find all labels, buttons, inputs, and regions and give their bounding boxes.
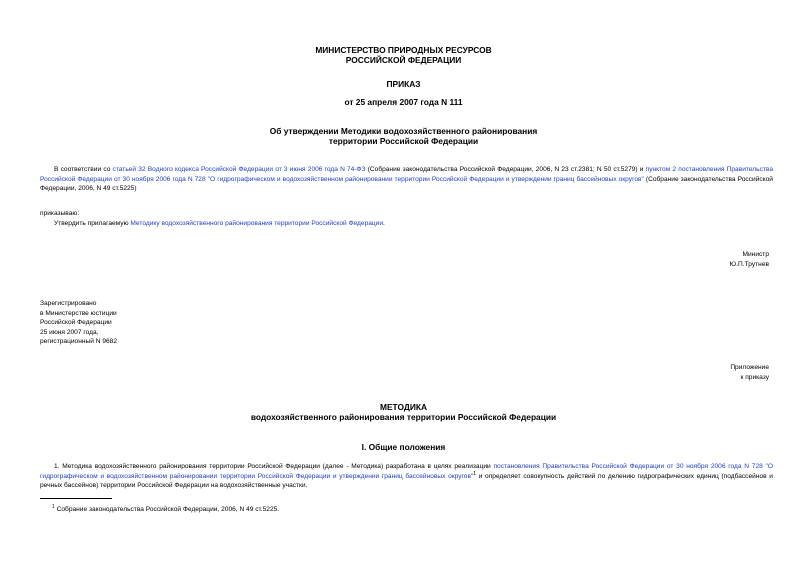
para1-text-b: и определяет совокупность действий по делению гидрографических единиц (подбассейнов и речных бассейнов) территории Российской Федерации на водохозяйственные участки. <box>40 472 773 490</box>
ministry-line-1: МИНИСТЕРСТВО ПРИРОДНЫХ РЕСУРСОВ <box>315 45 492 55</box>
order-word: приказываю: <box>40 210 80 217</box>
methodology-subtitle: водохозяйственного районирования территории Российской Федерации <box>250 412 557 423</box>
signature-position: Министр <box>742 251 769 258</box>
registration-line-5: регистрационный N 9682 <box>40 338 118 346</box>
footnote-marker: 1 <box>52 503 55 510</box>
ministry-line-2: РОССИЙСКОЙ ФЕДЕРАЦИИ <box>345 55 462 66</box>
doc-title-line-2: территории Российской Федерации <box>328 136 479 147</box>
para1-footnote-ref[interactable]: 1 <box>473 470 477 477</box>
doc-date-number: от 25 апреля 2007 года N 111 <box>344 97 463 107</box>
section-1-heading: I. Общие положения <box>361 442 446 452</box>
methodology-paragraph-1 <box>40 462 773 491</box>
appendix-block <box>730 363 769 382</box>
doc-title-line-1: Об утверждении Методики водохозяйственного районирования <box>269 126 538 136</box>
methodology-title: МЕТОДИКА <box>379 402 428 412</box>
footnote-text: Собрание законодательства Российской Федерации, 2006, N 49 ст.5225. <box>54 506 280 513</box>
para1-text-a: 1. Методика водохозяйственного районирования территории Российской Федерации (далее - Методика) разработана в целях реализации <box>54 463 494 470</box>
approve-text: Утвердить прилагаемую <box>54 220 131 227</box>
signature-name: Ю.П.Трутнев <box>729 260 769 268</box>
preamble-text-3: (Собрание законодательства Российской Федерации, 2006, N 49 ст.5225) <box>40 175 773 193</box>
footnote <box>52 505 279 515</box>
appendix-line-2: к приказу <box>740 373 769 381</box>
appendix-line-1: Приложение <box>730 364 769 371</box>
government-resolution-link[interactable]: пунктом 2 постановления Правительства Российской Федерации от 30 ноября 2006 года N 728 "О гидрографическом и водохозяйственном районировании территории Российской Федерации и утверждении границ бассейновых округов" <box>40 166 773 183</box>
methodology-heading <box>0 402 807 422</box>
preamble-text-2: (Собрание законодательства Российской Федерации, 2006, N 23 ст.2381; N 50 ст.5279) и <box>365 166 646 173</box>
registration-block <box>40 299 117 347</box>
signature-block <box>730 250 769 269</box>
water-code-link[interactable]: статьей 32 Водного кодекса Российской Федерации от 3 июня 2006 года N 74-ФЗ <box>112 166 366 173</box>
doc-type: ПРИКАЗ <box>386 79 421 89</box>
doc-title <box>0 126 807 146</box>
registration-line-3: Российской Федерации <box>40 319 112 327</box>
preamble-text-1: В соответствии со <box>54 166 113 173</box>
approve-paragraph <box>40 219 773 229</box>
registration-line-4: 25 июня 2007 года, <box>40 328 99 336</box>
registration-line-2: в Министерстве юстиции <box>40 309 117 317</box>
methodology-link[interactable]: Методику водохозяйственного районирования территории Российской Федерации <box>130 220 384 227</box>
preamble-paragraph <box>40 165 773 194</box>
registration-line-1: Зарегистрировано <box>40 300 97 307</box>
approve-end: . <box>383 220 385 227</box>
footnote-divider <box>40 498 112 499</box>
ministry-heading <box>0 45 807 65</box>
para1-resolution-link[interactable]: постановления Правительства Российской Федерации от 30 ноября 2006 года N 728 "О гидрографическом и водохозяйственном районировании территории Российской Федерации и утверждении границ бассейновых округов" <box>40 463 773 480</box>
